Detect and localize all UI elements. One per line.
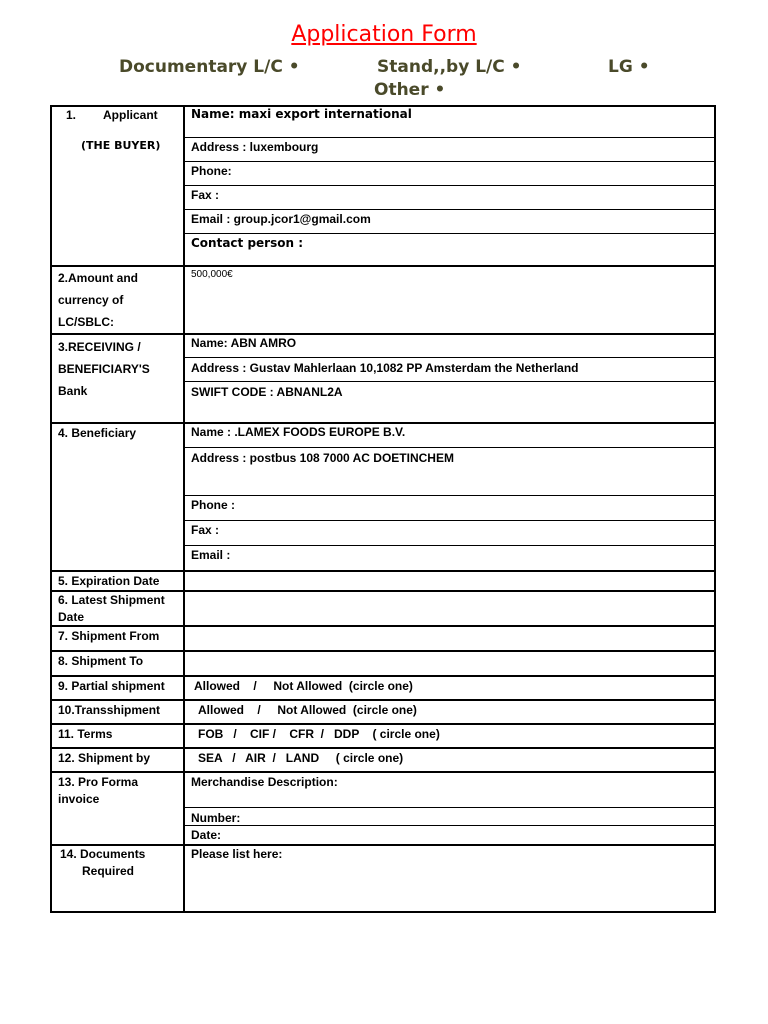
receiving-bank-label-line1: 3.RECEIVING /: [58, 340, 141, 354]
transshipment-label: 10.Transshipment: [58, 703, 161, 717]
proforma-label-line1: 13. Pro Forma: [58, 775, 139, 789]
row-divider: [50, 747, 716, 749]
amount-label: [58, 267, 138, 333]
row-divider: [50, 422, 716, 424]
beneficiary-label: 4. Beneficiary: [58, 426, 137, 440]
expiration-field[interactable]: [186, 573, 714, 589]
subrow-divider: [184, 209, 716, 210]
subrow-divider: [184, 137, 716, 138]
amount-field[interactable]: 500,000€: [191, 269, 233, 280]
amount-label-line2: currency of: [58, 293, 124, 307]
bank-address-field[interactable]: Address : Gustav Mahlerlaan 10,1082 PP Amsterdam the Netherland: [191, 361, 579, 375]
applicant-email-field[interactable]: Email : group.jcor1@gmail.com: [191, 212, 371, 226]
subrow-divider: [184, 185, 716, 186]
proforma-number-field[interactable]: Number:: [191, 811, 241, 825]
row-divider: [50, 570, 716, 572]
amount-label-line3: LC/SBLC:: [58, 315, 114, 329]
latest-shipment-label: [58, 592, 165, 626]
receiving-bank-label-line2: BENEFICIARY'S: [58, 362, 150, 376]
beneficiary-address-field[interactable]: Address : postbus 108 7000 AC DOETINCHEM: [191, 451, 454, 465]
shipment-from-field[interactable]: [186, 628, 714, 649]
row-divider: [50, 844, 716, 846]
column-divider: [183, 105, 185, 913]
shipment-by-label: 12. Shipment by: [58, 751, 151, 765]
latest-shipment-field[interactable]: [186, 593, 714, 624]
expiration-label: 5. Expiration Date: [58, 574, 160, 588]
latest-shipment-label-line2: Date: [58, 610, 85, 624]
amount-label-line1: 2.Amount and: [58, 271, 138, 285]
shipment-by-options[interactable]: SEA / AIR / LAND ( circle one): [198, 751, 404, 765]
shipment-from-label: 7. Shipment From: [58, 629, 160, 643]
documents-label-line2: Required: [82, 864, 135, 878]
applicant-contact-field[interactable]: Contact person :: [191, 236, 304, 250]
subrow-divider: [184, 381, 716, 382]
partial-shipment-label: 9. Partial shipment: [58, 679, 165, 693]
shipment-to-field[interactable]: [186, 653, 714, 674]
terms-label: 11. Terms: [58, 727, 113, 741]
receiving-bank-label: [58, 336, 150, 402]
beneficiary-fax-field[interactable]: Fax :: [191, 523, 220, 537]
subrow-divider: [184, 520, 716, 521]
row-divider: [50, 333, 716, 335]
lc-type-documentary[interactable]: Documentary L/C •: [119, 57, 300, 77]
applicant-phone-field[interactable]: Phone:: [191, 164, 232, 178]
lc-type-lg[interactable]: LG •: [608, 57, 650, 77]
subrow-divider: [184, 357, 716, 358]
subrow-divider: [184, 495, 716, 496]
applicant-name-field[interactable]: Name: maxi export international: [191, 107, 412, 121]
subrow-divider: [184, 233, 716, 234]
bank-swift-field[interactable]: SWIFT CODE : ABNANL2A: [191, 385, 343, 399]
proforma-date-field[interactable]: Date:: [191, 828, 222, 842]
lc-type-standby[interactable]: Stand,,by L/C •: [377, 57, 522, 77]
row-divider: [50, 723, 716, 725]
row-divider: [50, 265, 716, 267]
latest-shipment-label-line1: 6. Latest Shipment: [58, 593, 165, 607]
applicant-address-field[interactable]: Address : luxembourg: [191, 140, 319, 154]
row-divider: [50, 650, 716, 652]
row-divider: [50, 771, 716, 773]
applicant-number: 1.: [66, 108, 77, 122]
receiving-bank-label-line3: Bank: [58, 384, 88, 398]
beneficiary-name-field[interactable]: Name : .LAMEX FOODS EUROPE B.V.: [191, 425, 406, 439]
proforma-label-line2: invoice: [58, 792, 100, 806]
form-table: [50, 105, 716, 913]
lc-type-other[interactable]: Other •: [374, 80, 446, 100]
applicant-fax-field[interactable]: Fax :: [191, 188, 220, 202]
beneficiary-phone-field[interactable]: Phone :: [191, 498, 235, 512]
documents-list-field[interactable]: Please list here:: [191, 847, 283, 861]
bank-name-field[interactable]: Name: ABN AMRO: [191, 336, 297, 350]
shipment-to-label: 8. Shipment To: [58, 654, 144, 668]
partial-shipment-options[interactable]: Allowed / Not Allowed (circle one): [194, 679, 413, 693]
terms-options[interactable]: FOB / CIF / CFR / DDP ( circle one): [198, 727, 440, 741]
applicant-label: Applicant: [103, 108, 158, 122]
form-title: Application Form: [291, 22, 477, 47]
subrow-divider: [184, 807, 716, 808]
proforma-label: [58, 774, 138, 808]
transshipment-options[interactable]: Allowed / Not Allowed (circle one): [198, 703, 417, 717]
row-divider: [50, 675, 716, 677]
documents-label-line1: 14. Documents: [60, 847, 146, 861]
subrow-divider: [184, 545, 716, 546]
subrow-divider: [184, 825, 716, 826]
subrow-divider: [184, 447, 716, 448]
merchandise-description-field[interactable]: Merchandise Description:: [191, 775, 338, 789]
documents-label: [60, 846, 145, 880]
row-divider: [50, 699, 716, 701]
beneficiary-email-field[interactable]: Email :: [191, 548, 231, 562]
subrow-divider: [184, 161, 716, 162]
applicant-sublabel: (THE BUYER): [81, 139, 161, 152]
